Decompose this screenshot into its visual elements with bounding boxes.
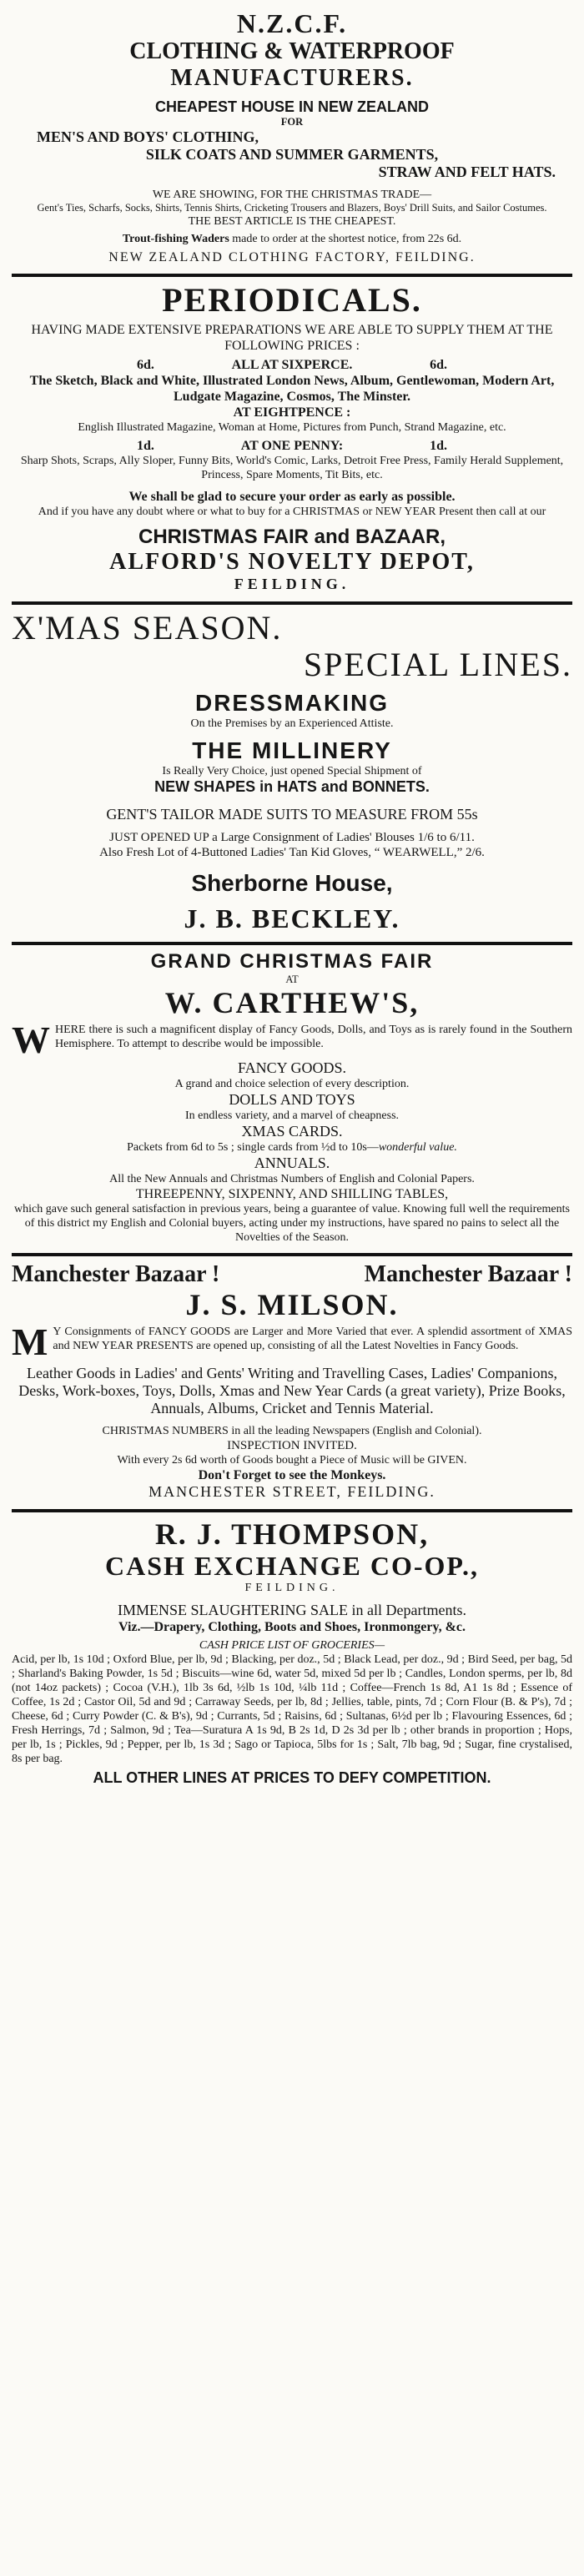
millinery-heading: THE MILLINERY — [192, 737, 392, 763]
sixpence-price-right: 6d. — [430, 358, 447, 372]
xmas-season-advertisement — [12, 605, 572, 945]
penny-heading — [12, 438, 572, 454]
inspection-invited: INSPECTION INVITED. — [227, 1439, 357, 1452]
milson-intro: Y Consignments of FANCY GOODS are Larger and More Varied that ever. A splendid assortment of XMAS and NEW YEAR PRESENTS are opened up, consisting of all the Latest Novelties in Fancy Goods. — [53, 1326, 572, 1352]
xmas-cards-wonderful: wonderful value. — [378, 1141, 457, 1154]
monkeys-note: Don't Forget to see the Monkeys. — [198, 1468, 386, 1482]
fancy-goods-heading: FANCY GOODS. — [237, 1059, 347, 1076]
xmas-cards-packets: Packets from 6d to 5s ; single cards from ½d to 10s— — [127, 1141, 379, 1154]
nzcf-trout-text: made to order at the shortest notice, from 22s 6d. — [229, 233, 462, 245]
sherborne-house: Sherborne House, — [191, 870, 393, 896]
nzcf-name: N.Z.C.F. — [236, 8, 348, 38]
manchester-street: MANCHESTER STREET, FEILDING. — [149, 1483, 435, 1500]
nzcf-straw-hats: STRAW AND FELT HATS. — [378, 164, 556, 180]
dressmaking-premises: On the Premises by an Experienced Attiste. — [190, 717, 394, 730]
xmas-cards-heading: XMAS CARDS. — [241, 1123, 343, 1140]
slaughtering-sale: IMMENSE SLAUGHTERING SALE in all Departments. — [118, 1602, 466, 1618]
carthew-name: W. CARTHEW'S, — [164, 986, 420, 1019]
periodicals-title: PERIODICALS. — [162, 281, 422, 319]
milson-dropcap: M — [12, 1321, 48, 1363]
nzcf-best-article: THE BEST ARTICLE IS THE CHEAPEST. — [188, 215, 396, 228]
milson-leather-goods: Leather Goods in Ladies' and Gents' Writing and Travelling Cases, Ladies' Companions, Desks, Work-boxes, Toys, Dolls, Xmas and New Year Cards (a great variety), Prize Books, Annuals, Albums, Cricket and Tennis Material. — [18, 1365, 566, 1416]
dressmaking-heading: DRESSMAKING — [194, 690, 389, 716]
carthew-at: AT — [285, 974, 299, 985]
manchester-bazaar-heading — [12, 1261, 572, 1288]
millinery-choice: Is Really Very Choice, just opened Special Shipment of — [162, 765, 422, 777]
nzcf-silk-coats: SILK COATS AND SUMMER GARMENTS, — [145, 146, 439, 163]
carthew-advertisement — [12, 945, 572, 1256]
sixpence-heading — [12, 357, 572, 373]
penny-price-right: 1d. — [430, 439, 447, 453]
milson-name: J. S. MILSON. — [185, 1288, 399, 1321]
dolls-toys-text: In endless variety, and a marvel of cheapness. — [184, 1109, 400, 1122]
beckley-name: J. B. BECKLEY. — [184, 903, 400, 933]
penny-list: Sharp Shots, Scraps, Ally Sloper, Funny Bits, World's Comic, Larks, Detroit Free Press, Family Herald Supplement, Princess, Spare Moments, Tit Bits, etc. — [20, 455, 564, 481]
grocery-list-title: CASH PRICE LIST OF GROCERIES— — [199, 1639, 385, 1652]
grocery-list: Acid, per lb, 1s 10d ; Oxford Blue, per lb, 9d ; Blacking, per doz., 5d ; Black Lead, per doz., 9d ; Bird Seed, per bag, 5d ; Sharland's Baking Powder, 1s 5d ; Biscuits—wine 6d, water 5d, mixed 5d per lb ; Candles, London sperms, per lb, 8d (not 14oz packets) ; Cocoa (V.H.), 1lb 3s 6d, ½lb 1s 10d, ¼lb 11d ; Coffee—French 1s 8d, A1 1s 8d ; Essence of Coffee, 1s 2d ; Castor Oil, 5d and 9d ; Carraway Seeds, per lb, 8d ; Jellies, table, pints, 7d ; Corn Flour (B. & P's), 7d ; Cheese, 6d ; Curry Powder (C. & B's), 9d ; Currants, 5d ; Raisins, 6d ; Sultanas, 6½d per lb ; Flavouring Essences, 6d ; Fresh Herrings, 7d ; Salmon, 9d ; Tea—Suratura A 1s 9d, B 2s 1d, D 2s 3d per lb ; other brands in proportion ; Hops, per lb, 1s ; Pickles, 9d ; Pepper, per lb, 1s 3d ; Sago or Tapioca, 5lbs for 1s ; Salt, 7lb bag, 9d ; Sugar, fine crystalised, 8s per bag. — [12, 1653, 572, 1765]
nzcf-for: FOR — [280, 116, 304, 128]
carthew-intro-paragraph — [12, 1019, 572, 1061]
annuals-text: All the New Annuals and Christmas Numbers of English and Colonial Papers. — [109, 1173, 475, 1185]
christmas-numbers: CHRISTMAS NUMBERS in all the leading Newspapers (English and Colonial). — [102, 1425, 482, 1437]
nzcf-factory: NEW ZEALAND CLOTHING FACTORY, FEILDING. — [108, 250, 476, 264]
thompson-name: R. J. THOMPSON, — [154, 1517, 430, 1551]
milson-advertisement — [12, 1256, 572, 1512]
nzcf-items: Gent's Ties, Scharfs, Socks, Shirts, Tennis Shirts, Cricketing Trousers and Blazers, Boys' Drill Suits, and Sailor Costumes. — [37, 202, 547, 214]
tables-text: which gave such general satisfaction in previous years, being a guarantee of value. Knowing full well the requirements of this district my English and Colonial buyers, acting under my instructions, have spared no pains to select all the Novelties of the Season. — [14, 1203, 570, 1244]
fancy-goods-text: A grand and choice selection of every description. — [174, 1078, 410, 1090]
nzcf-trout-line — [12, 232, 572, 246]
ladies-blouses: JUST OPENED UP a Large Consignment of Ladies' Blouses 1/6 to 6/11. — [109, 831, 475, 844]
xmas-title-special-lines: SPECIAL LINES. — [303, 646, 572, 683]
xmas-title-season: X'MAS SEASON. — [12, 609, 283, 647]
eightpence-label: AT EIGHTPENCE : — [233, 405, 351, 420]
nzcf-advertisement — [12, 3, 572, 277]
carthew-dropcap: W — [12, 1019, 50, 1061]
sixpence-label: ALL AT SIXPERCE. — [231, 358, 353, 372]
periodicals-town: FEILDING. — [234, 576, 350, 592]
dolls-toys-heading: DOLLS AND TOYS — [229, 1091, 355, 1108]
nzcf-trout-label: Trout-fishing Waders — [122, 233, 229, 245]
music-offer: With every 2s 6d worth of Goods bought a Piece of Music will be GIVEN. — [117, 1454, 467, 1467]
annuals-heading: ANNUALS. — [254, 1155, 330, 1171]
sixpence-list: The Sketch, Black and White, Illustrated London News, Album, Gentlewoman, Modern Art, Ludgate Magazine, Cosmos, The Minster. — [29, 374, 555, 404]
carthew-intro: HERE there is such a magnificent display of Fancy Goods, Dolls, and Toys as is rarely found in the Southern Hemisphere. To attempt to describe would be impossible. — [55, 1024, 572, 1050]
nzcf-title-clothing: CLOTHING & WATERPROOF — [129, 38, 455, 64]
sixpence-price-left: 6d. — [137, 358, 154, 372]
departments: Viz.—Drapery, Clothing, Boots and Shoes, Ironmongery, &c. — [118, 1620, 466, 1634]
penny-label: AT ONE PENNY: — [240, 439, 344, 453]
new-shapes-hats: NEW SHAPES in HATS and BONNETS. — [154, 778, 430, 795]
manchester-bazaar-right: Manchester Bazaar ! — [364, 1261, 572, 1287]
milson-intro-paragraph — [12, 1321, 572, 1363]
eightpence-list: English Illustrated Magazine, Woman at Home, Pictures from Punch, Strand Magazine, etc. — [78, 421, 506, 434]
nzcf-title-manufacturers: MANUFACTURERS. — [170, 65, 414, 91]
tables-heading: THREEPENNY, SIXPENNY, AND SHILLING TABLES, — [135, 1187, 449, 1201]
grand-christmas-fair: GRAND CHRISTMAS FAIR — [150, 950, 434, 973]
thompson-advertisement — [12, 1512, 572, 1795]
defy-competition: ALL OTHER LINES AT PRICES TO DEFY COMPETITION. — [93, 1769, 491, 1786]
periodicals-intro: HAVING MADE EXTENSIVE PREPARATIONS WE ARE ABLE TO SUPPLY THEM AT THE FOLLOWING PRICES : — [31, 323, 553, 353]
gents-tailor-suits: GENT'S TAILOR MADE SUITS TO MEASURE FROM 55s — [106, 806, 478, 823]
nzcf-mens-clothing: MEN'S AND BOYS' CLOTHING, — [37, 128, 259, 145]
kid-gloves: Also Fresh Lot of 4-Buttoned Ladies' Tan Kid Gloves, “ WEARWELL,” 2/6. — [99, 846, 485, 859]
alfords-novelty-depot: ALFORD'S NOVELTY DEPOT, — [109, 549, 475, 575]
penny-price-left: 1d. — [137, 439, 154, 453]
nzcf-showing: WE ARE SHOWING, FOR THE CHRISTMAS TRADE— — [152, 189, 432, 201]
periodicals-doubt: And if you have any doubt where or what to buy for a CHRISTMAS or NEW YEAR Present then call at our — [38, 506, 546, 518]
cash-exchange-coop: CASH EXCHANGE CO-OP., — [105, 1551, 479, 1581]
periodicals-secure: We shall be glad to secure your order as early as possible. — [128, 490, 456, 504]
thompson-town: FEILDING. — [244, 1582, 340, 1594]
manchester-bazaar-left: Manchester Bazaar ! — [12, 1261, 220, 1287]
xmas-cards-text — [12, 1140, 572, 1155]
periodicals-advertisement — [12, 277, 572, 605]
nzcf-cheapest-house: CHEAPEST HOUSE IN NEW ZEALAND — [154, 98, 430, 115]
christmas-fair-bazaar: CHRISTMAS FAIR and BAZAAR, — [138, 526, 446, 548]
